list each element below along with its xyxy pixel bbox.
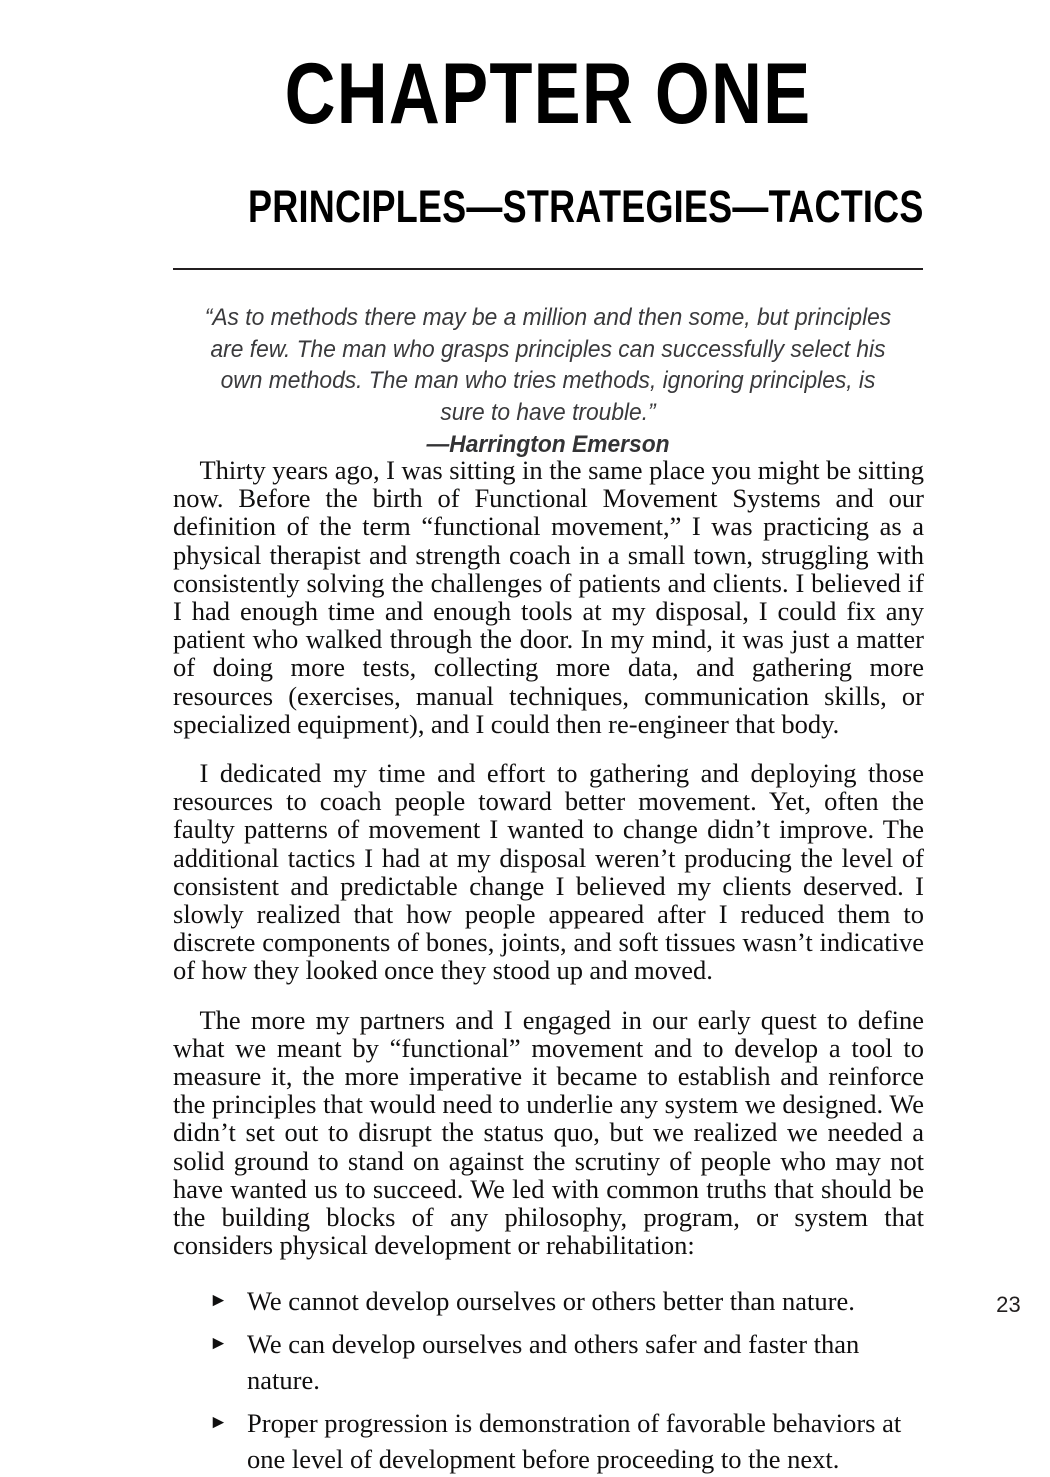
body-content [173,456,924,1477]
chapter-header [173,46,924,233]
body-paragraph: I dedicated my time and effort to gathering and deploying those resources to coach people toward better movement. Yet, often the faulty patterns of movement I wanted to change didn’t improve. The additional tactics I had at my disposal weren’t producing the level of consistent and predictable change I believed my clients deserved. I slowly realized that how people appeared after I reduced them to discrete components of bones, joints, and soft tissues wasn’t indicative of how they looked once they stood up and moved. [173,758,924,986]
epigraph-block [173,302,923,460]
chapter-number-title: CHAPTER ONE [284,46,812,142]
list-item-label: We can develop ourselves and others safer and faster than nature. [247,1329,860,1396]
triangle-bullet-icon: ► [209,1290,228,1312]
triangle-bullet-icon: ► [209,1412,228,1434]
page-number: 23 [996,1292,1021,1317]
header-divider-rule [173,268,923,270]
body-paragraph: The more my partners and I engaged in our early quest to define what we meant by “functional” movement and to develop a tool to measure it, the more imperative it became to establish and reinforce the principles that would need to underlie any system we designed. We didn’t set out to disrupt the status quo, but we realized we needed a solid ground to stand on against the scrutiny of people who may not have wanted us to succeed. We led with common truths that should be the building blocks of any philosophy, program, or system that considers physical development or rehabilitation: [173,1004,924,1261]
epigraph-attribution: —Harrington Emerson [426,431,670,458]
principles-list [173,1283,924,1477]
epigraph-quote: “As to methods there may be a million and then some, but principles are few. The man who grasps principles can successfully select his own methods. The man who tries methods, ignoring principles, is sure to have trouble.” [204,304,892,426]
list-item-label: Proper progression is demonstration of favorable behaviors at one level of development before proceeding to the next. [247,1408,902,1475]
body-paragraph: Thirty years ago, I was sitting in the same place you might be sitting now. Before the birth of Functional Movement Systems and our definition of the term “functional movement,” I was practicing as a physical therapist and strength coach in a small town, struggling with consistently solving the challenges of patients and clients. I believed if I had enough time and enough tools at my disposal, I could fix any patient who walked through the door. In my mind, it was just a matter of doing more tests, collecting more data, and gathering more resources (exercises, manual techniques, communication skills, or specialized equipment), and I could then re-engineer that body. [173,455,924,739]
list-item [173,1405,924,1477]
chapter-subtitle: PRINCIPLES—STRATEGIES—TACTICS [248,181,924,233]
triangle-bullet-icon: ► [209,1333,228,1355]
list-item [173,1283,924,1319]
list-item-label: We cannot develop ourselves or others better than nature. [247,1286,855,1317]
list-item [173,1326,924,1398]
